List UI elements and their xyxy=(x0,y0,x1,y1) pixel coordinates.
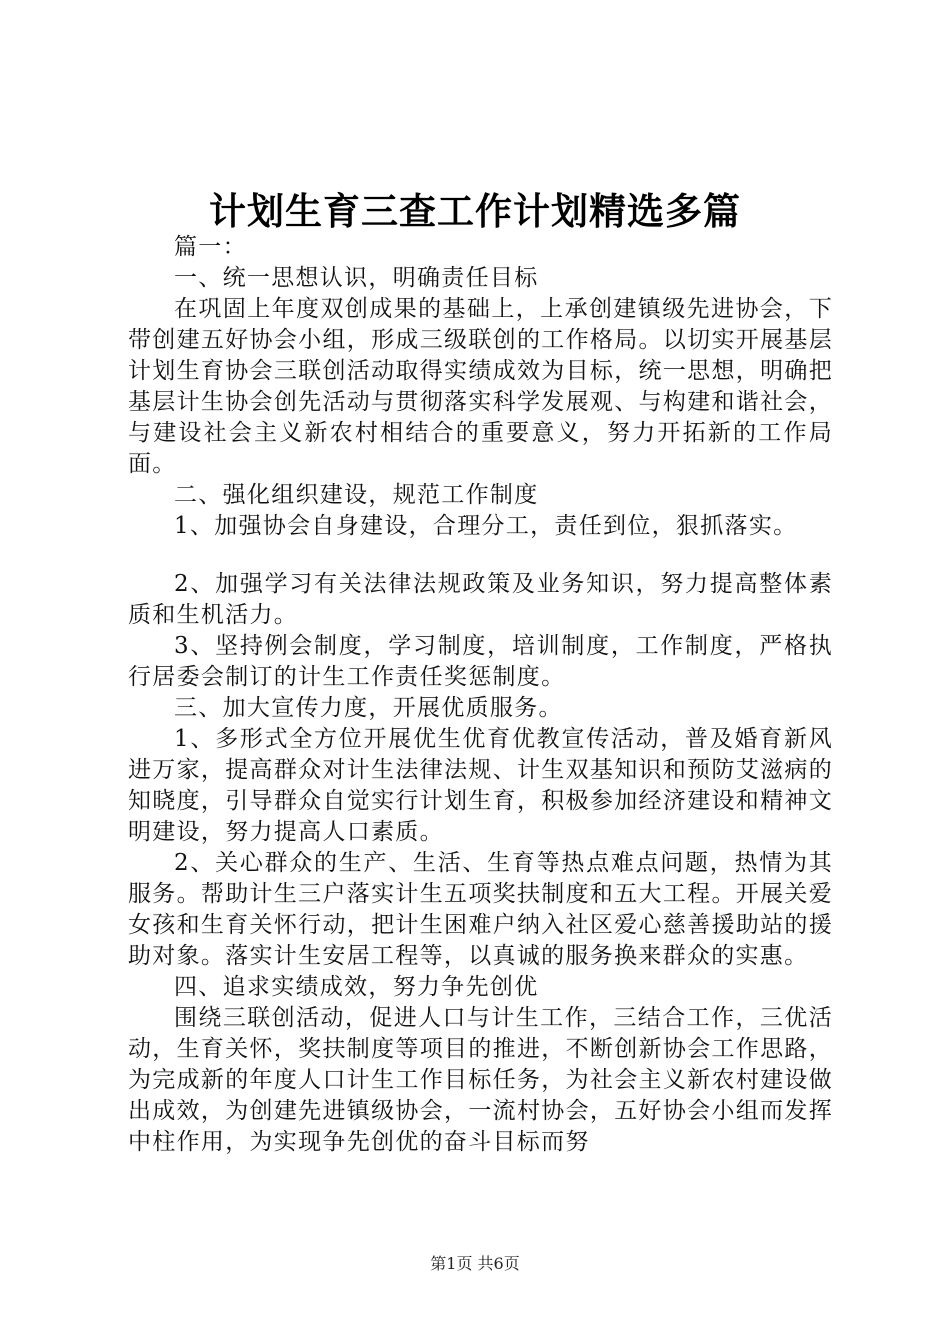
page-footer: 第1页 共6页 xyxy=(430,1254,520,1273)
body-paragraph: 1、多形式全方位开展优生优育优教宣传活动，普及婚育新风进万家，提高群众对计生法律法规、计生双基知识和预防艾滋病的知晓度，引导群众自觉实行计划生育，积极参加经济建设和精神文明建设，努力提高人口素质。 xyxy=(128,726,833,845)
document-body xyxy=(128,232,833,1158)
body-paragraph: 2、关心群众的生产、生活、生育等热点难点问题，热情为其服务。帮助计生三户落实计生五项奖扶制度和五大工程。开展关爱女孩和生育关怀行动，把计生困难户纳入社区爱心慈善援助站的援助对象。落实计生安居工程等，以真诚的服务换来群众的实惠。 xyxy=(128,850,833,969)
document-title: 计划生育三查工作计划精选多篇 xyxy=(209,189,741,233)
body-paragraph: 3、坚持例会制度，学习制度，培训制度，工作制度，严格执行居委会制订的计生工作责任奖惩制度。 xyxy=(128,633,833,690)
body-paragraph: 围绕三联创活动，促进人口与计生工作，三结合工作，三优活动，生育关怀，奖扶制度等项目的推进，不断创新协会工作思路，为完成新的年度人口计生工作目标任务，为社会主义新农村建设做出成效，为创建先进镇级协会，一流村协会，五好协会小组而发挥中柱作用，为实现争先创优的奋斗目标而努 xyxy=(128,1005,833,1155)
subsection-heading: 二、强化组织建设，规范工作制度 xyxy=(174,482,539,508)
subsection-heading: 四、追求实绩成效，努力争先创优 xyxy=(174,974,539,1000)
body-paragraph: 在巩固上年度双创成果的基础上，上承创建镇级先进协会，下带创建五好协会小组，形成三级联创的工作格局。以切实开展基层计划生育协会三联创活动取得实绩成效为目标，统一思想，明确把基层计生协会创先活动与贯彻落实科学发展观、与构建和谐社会，与建设社会主义新农村相结合的重要意义，努力开拓新的工作局面。 xyxy=(128,296,833,477)
section-heading: 篇一： xyxy=(174,234,247,260)
body-paragraph: 2、加强学习有关法律法规政策及业务知识，努力提高整体素质和生机活力。 xyxy=(128,571,833,628)
subsection-heading: 三、加大宣传力度，开展优质服务。 xyxy=(174,695,563,721)
body-paragraph: 1、加强协会自身建设，合理分工，责任到位，狠抓落实。 xyxy=(174,513,798,539)
subsection-heading: 一、统一思想认识，明确责任目标 xyxy=(174,265,539,291)
